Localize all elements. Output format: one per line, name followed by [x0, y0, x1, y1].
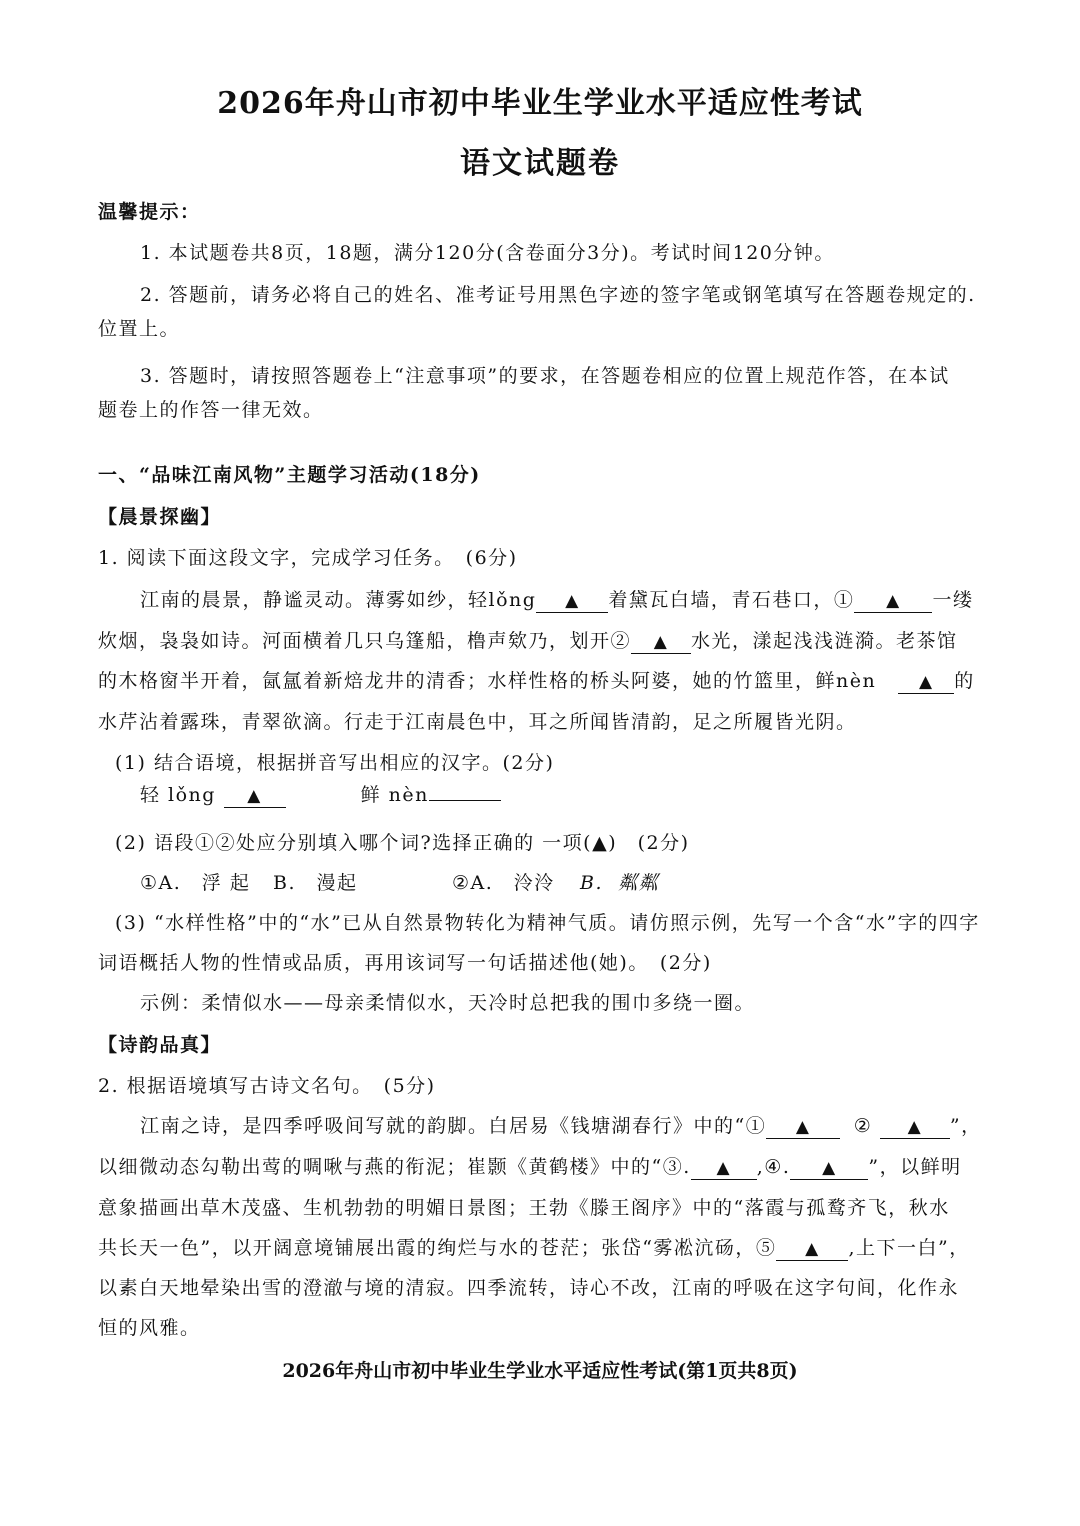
q2-line6: 恒的风雅。	[98, 1317, 201, 1339]
tip-3b: 题卷上的作答一律无效。	[98, 399, 324, 421]
answer-blank[interactable]: ▲	[898, 670, 954, 694]
answer-blank[interactable]	[429, 800, 501, 801]
answer-blank[interactable]: ▲	[854, 589, 932, 613]
tip-3a: 3. 答题时，请按照答题卷上“注意事项”的要求，在答题卷相应的位置上规范作答，在本试	[140, 365, 950, 387]
q1-passage-line4: 水芹沾着露珠，青翠欲滴。行走于江南晨色中，耳之所闻皆清韵，足之所履皆光阴。	[98, 711, 857, 733]
tip-2b: 位置上。	[98, 318, 181, 340]
q1-sub2-opt1-a[interactable]: ①A. 浮 起	[140, 872, 251, 894]
exam-subtitle: 语文试题卷	[460, 146, 620, 181]
q1-stem: 1. 阅读下面这段文字，完成学习任务。 (6分)	[98, 547, 518, 569]
q2-line4: 共长天一色”，以开阔意境铺展出霞的绚烂与水的苍茫；张岱“雾凇沆砀，⑤ ▲ ,上下一白”，	[98, 1237, 970, 1259]
answer-blank[interactable]: ▲	[766, 1115, 840, 1139]
q1-sub1: (1) 结合语境，根据拼音写出相应的汉字。(2分)	[115, 752, 555, 774]
q2-line3: 意象描画出草木茂盛、生机勃勃的明媚日景图；王勃《滕王阁序》中的“落霞与孤鹜齐飞，秋水	[98, 1197, 950, 1219]
q1-sub1-blanks: 轻 lǒng ▲ 鲜 nèn	[140, 780, 501, 808]
q1-example: 示例：柔情似水——母亲柔情似水，天冷时总把我的围巾多绕一圈。	[140, 992, 756, 1014]
answer-blank[interactable]: ▲	[631, 630, 691, 654]
answer-blank[interactable]: ▲	[224, 784, 286, 808]
answer-blank[interactable]: ▲	[790, 1156, 868, 1180]
exam-title: 2026年舟山市初中毕业生学业水平适应性考试	[217, 86, 863, 121]
q2-line1: 江南之诗，是四季呼吸间写就的韵脚。白居易《钱塘湖春行》中的“① ▲ ② ▲ ”，	[140, 1115, 982, 1137]
q1-sub2: (2) 语段①②处应分别填入哪个词?选择正确的 一项(▲) (2分)	[115, 832, 690, 854]
answer-blank[interactable]: ▲	[776, 1237, 848, 1261]
answer-blank[interactable]: ▲	[536, 589, 608, 613]
answer-blank[interactable]: ▲	[691, 1156, 757, 1180]
q1-sub3b: 词语概括人物的性情或品质，再用该词写一句话描述他(她)。 (2分)	[98, 952, 712, 974]
answer-blank[interactable]: ▲	[880, 1115, 950, 1139]
q1-passage-line1: 江南的晨景，静谧灵动。薄雾如纱，轻lǒng ▲ 着黛瓦白墙，青石巷口，① ▲ 一缕	[140, 589, 974, 611]
section1-heading: 一、“品味江南风物”主题学习活动(18分)	[98, 464, 481, 486]
section1-sub1: 【晨景探幽】	[98, 506, 222, 528]
tip-2a: 2. 答题前，请务必将自己的姓名、准考证号用黑色字迹的签字笔或钢笔填写在答题卷规定的.	[140, 284, 976, 306]
q1-sub3a: (3) “水样性格”中的“水”已从自然景物转化为精神气质。请仿照示例，先写一个含“水”字的四字	[115, 912, 980, 934]
q1-sub2-opt1-b[interactable]: B. 漫起	[273, 872, 358, 894]
section1-sub2: 【诗韵品真】	[98, 1034, 222, 1056]
q1-sub2-opt2-b[interactable]: B. 粼粼	[580, 872, 660, 894]
q2-stem: 2. 根据语境填写古诗文名句。 (5分)	[98, 1075, 436, 1097]
q2-line5: 以素白天地晕染出雪的澄澈与境的清寂。四季流转，诗心不改，江南的呼吸在这字句间，化作永	[98, 1277, 960, 1299]
tips-heading: 温馨提示：	[98, 201, 201, 223]
tip-1: 1. 本试题卷共8页，18题，满分120分(含卷面分3分)。考试时间120分钟。	[140, 242, 835, 264]
page-footer: 2026年舟山市初中毕业生学业水平适应性考试(第1页共8页)	[282, 1360, 798, 1382]
q1-passage-line2: 炊烟，袅袅如诗。河面横着几只乌篷船，橹声欸乃，划开② ▲ 水光，漾起浅浅涟漪。老茶馆	[98, 630, 958, 652]
q1-sub2-opt2-a[interactable]: ②A. 泠泠	[452, 872, 555, 894]
q2-line2: 以细微动态勾勒出莺的啁啾与燕的衔泥；崔颢《黄鹤楼》中的“③. ▲ ,④. ▲ ”，以鲜明	[98, 1156, 962, 1178]
q1-passage-line3: 的木格窗半开着，氤氲着新焙龙井的清香；水样性格的桥头阿婆，她的竹篮里，鲜nèn ▲ 的	[98, 670, 975, 692]
